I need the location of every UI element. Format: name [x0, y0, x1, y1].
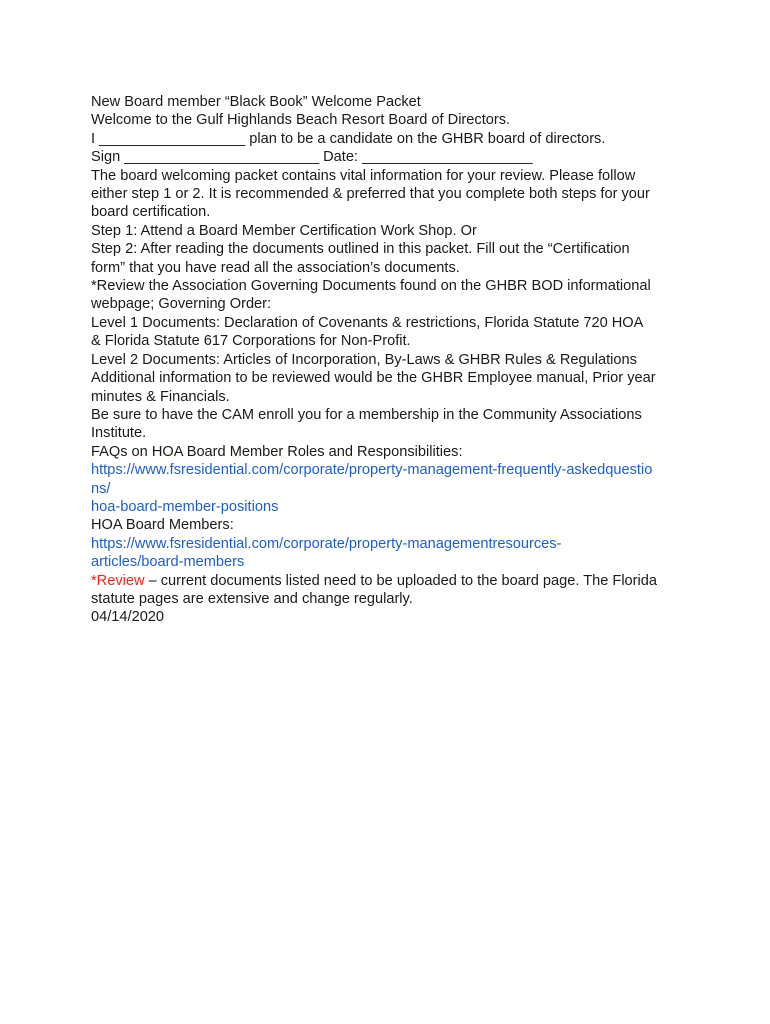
- candidate-line: I __________________ plan to be a candidate on the GHBR board of directors.: [91, 130, 606, 147]
- intro-line: either step 1 or 2. It is recommended & preferred that you complete both steps for your: [91, 186, 650, 203]
- level-2-documents: Level 2 Documents: Articles of Incorporation, By-Laws & GHBR Rules & Regulations: [91, 351, 637, 368]
- document-title: New Board member “Black Book” Welcome Packet: [91, 94, 421, 110]
- members-heading: HOA Board Members:: [91, 517, 234, 534]
- faqs-link[interactable]: ns/: [91, 480, 111, 497]
- step-2-line: form” that you have read all the association’s documents.: [91, 259, 460, 276]
- additional-line: minutes & Financials.: [91, 388, 230, 405]
- level-1-line: & Florida Statute 617 Corporations for Non-Profit.: [91, 333, 411, 350]
- cam-line: Institute.: [91, 425, 147, 442]
- review-docs-line: *Review the Association Governing Documents found on the GHBR BOD informational: [91, 278, 651, 295]
- board-members-link[interactable]: articles/board-members: [91, 554, 245, 571]
- intro-paragraph: [91, 167, 691, 222]
- additional-line: Additional information to be reviewed would be the GHBR Employee manual, Prior year: [91, 370, 656, 387]
- faqs-link[interactable]: https://www.fsresidential.com/corporate/property-management-frequently-askedquestio: [91, 462, 653, 479]
- step-2: [91, 240, 691, 277]
- cam-enrollment: [91, 406, 691, 443]
- review-docs-line: webpage; Governing Order:: [91, 296, 272, 313]
- cam-line: Be sure to have the CAM enroll you for a membership in the Community Associations: [91, 406, 642, 423]
- sign-date-line: Sign ________________________ Date: _____________________: [91, 149, 533, 166]
- additional-info: [91, 369, 691, 406]
- review-note: [91, 572, 691, 590]
- level-1-line: Level 1 Documents: Declaration of Covenants & restrictions, Florida Statute 720 HOA: [91, 314, 644, 331]
- review-note-highlight: *Review: [91, 572, 145, 589]
- step-1: Step 1: Attend a Board Member Certification Work Shop. Or: [91, 222, 477, 239]
- document-body: [91, 93, 691, 627]
- board-members-link[interactable]: https://www.fsresidential.com/corporate/property-managementresources-: [91, 535, 562, 552]
- review-note-text: – current documents listed need to be uploaded to the board page. The Florida: [144, 572, 658, 589]
- intro-line: The board welcoming packet contains vital information for your review. Please follow: [91, 167, 636, 184]
- intro-line: board certification.: [91, 204, 211, 221]
- welcome-line: Welcome to the Gulf Highlands Beach Resort Board of Directors.: [91, 112, 511, 129]
- faqs-heading: FAQs on HOA Board Member Roles and Responsibilities:: [91, 443, 463, 460]
- document-date: 04/14/2020: [91, 609, 165, 626]
- review-governing-docs: [91, 277, 691, 314]
- level-1-documents: [91, 314, 691, 351]
- review-note-line-2: statute pages are extensive and change regularly.: [91, 590, 413, 607]
- faqs-link[interactable]: hoa-board-member-positions: [91, 498, 279, 515]
- step-2-line: Step 2: After reading the documents outlined in this packet. Fill out the “Certification: [91, 241, 630, 258]
